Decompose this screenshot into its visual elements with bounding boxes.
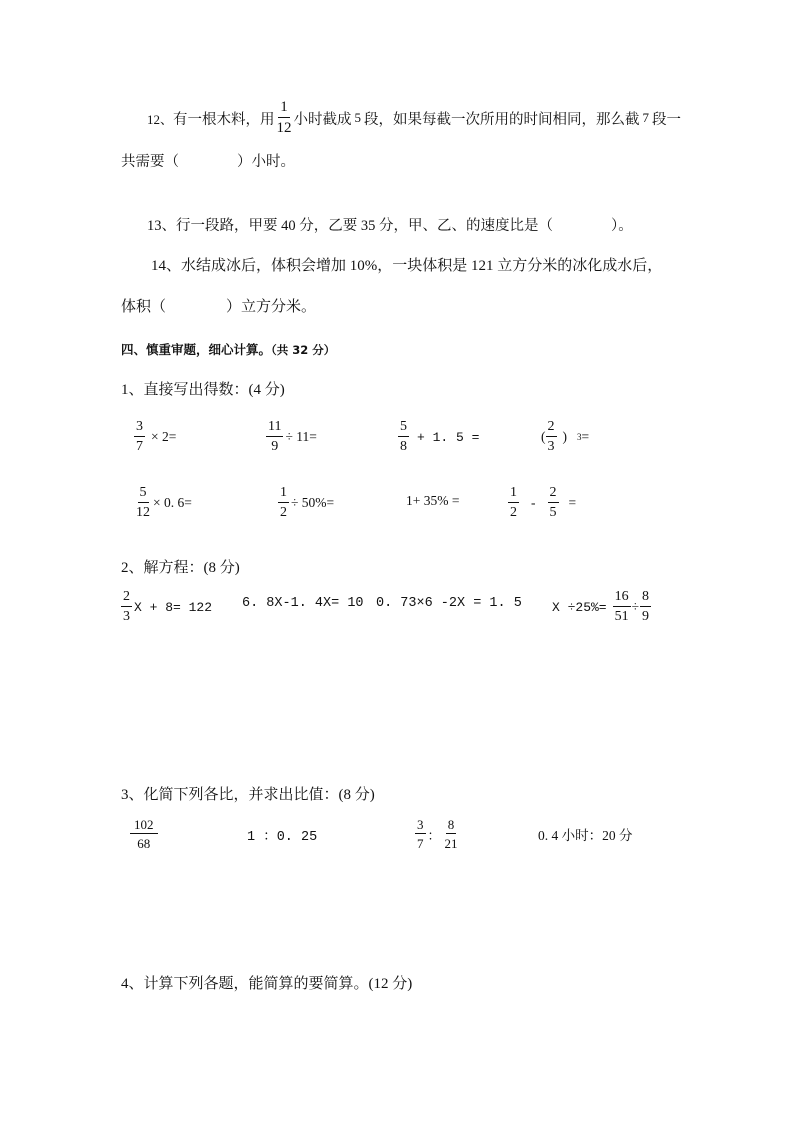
ratio-3: $\frac{3}{7}$ ： $\frac{8}{21}$	[417, 817, 458, 851]
question-14-line2: 体积（ ）立方分米。	[121, 299, 317, 315]
fraction: $\frac{5}{12}$	[136, 485, 150, 520]
ratio-2: 1 ：0. 25	[247, 830, 318, 845]
fraction: $\frac{3}{7}$	[136, 419, 143, 454]
question-12-line2: 共需要（ ）小时。	[121, 154, 295, 170]
equation-4: X ÷25%= $\frac{16}{51}$ ÷ $\frac{8}{9}$	[552, 589, 650, 624]
fraction: $\frac{2}{3}$	[547, 419, 555, 454]
fraction: $\frac{1}{12}$	[276, 99, 292, 136]
equation-1: $\frac{2}{3}$ X + 8= 122	[123, 589, 213, 624]
question-number: 12、	[147, 111, 174, 127]
ratio-1	[130, 818, 158, 850]
calc-2-2: $\frac{1}{2}$ ÷ 50%=	[280, 485, 335, 520]
equation-2: 6. 8X-1. 4X= 10	[242, 596, 364, 611]
part-4-title: 4、计算下列各题，能简算的要简算。(12 分)	[121, 976, 413, 992]
calc-2-4: $\frac{1}{2}$ - $\frac{2}{5}$ =	[510, 485, 577, 520]
fraction: $\frac{8}{21}$	[444, 817, 458, 851]
fraction: $\frac{5}{8}$	[400, 419, 407, 454]
question-14-line1: 14、水结成冰后，体积会增加 10%，一块体积是 121 立方分米的冰化成水后，	[151, 258, 663, 274]
fraction: $\frac{8}{9}$	[642, 589, 650, 624]
equation-3: 0. 73×6 -2X = 1. 5	[376, 596, 522, 611]
fraction: $\frac{11}{9}$	[268, 419, 282, 454]
section-4-heading	[121, 340, 335, 359]
fraction: $\frac{1}{2}$	[510, 485, 517, 520]
question-12-line1: 12、 有一根木料，用 $\frac{1}{12}$ 小时截成 5 段，如果每截一次所用的时间相同，那么截 7 段一	[147, 99, 682, 136]
part-3-title: 3、化简下列各比，并求出比值：(8 分)	[121, 787, 375, 803]
ratio-4: 0. 4 小时：20 分	[538, 828, 633, 843]
fraction: $\frac{2}{5}$	[549, 485, 557, 520]
fraction: $\frac{2}{3}$	[123, 589, 130, 624]
fraction: $\frac{16}{51}$	[614, 589, 629, 624]
calc-2-3: 1+ 35% =	[406, 493, 460, 508]
calc-1-2: $\frac{11}{9}$ ÷ 11=	[268, 419, 317, 454]
calc-2-1: $\frac{5}{12}$ × 0. 6=	[136, 485, 192, 520]
fraction: $\frac{1}{2}$	[280, 485, 287, 520]
fraction: $\frac{3}{7}$	[417, 817, 424, 851]
section-score: （共 32 分）	[271, 343, 336, 357]
calc-1-1: $\frac{3}{7}$ × 2=	[136, 419, 177, 454]
calc-1-3: $\frac{5}{8}$ + 1. 5 =	[400, 419, 480, 454]
fraction: $\frac{102}{68}$	[130, 818, 158, 850]
question-13: 13、行一段路，甲要 40 分，乙要 35 分，甲、乙、的速度比是（ ）。	[147, 218, 633, 234]
calc-1-4: ( $\frac{2}{3}$ ) 3 =	[541, 419, 590, 454]
part-2-title: 2、解方程：(8 分)	[121, 560, 240, 576]
part-1-title: 1、直接写出得数：(4 分)	[121, 382, 285, 398]
section-title: 四、慎重审题，细心计算。	[121, 342, 272, 357]
